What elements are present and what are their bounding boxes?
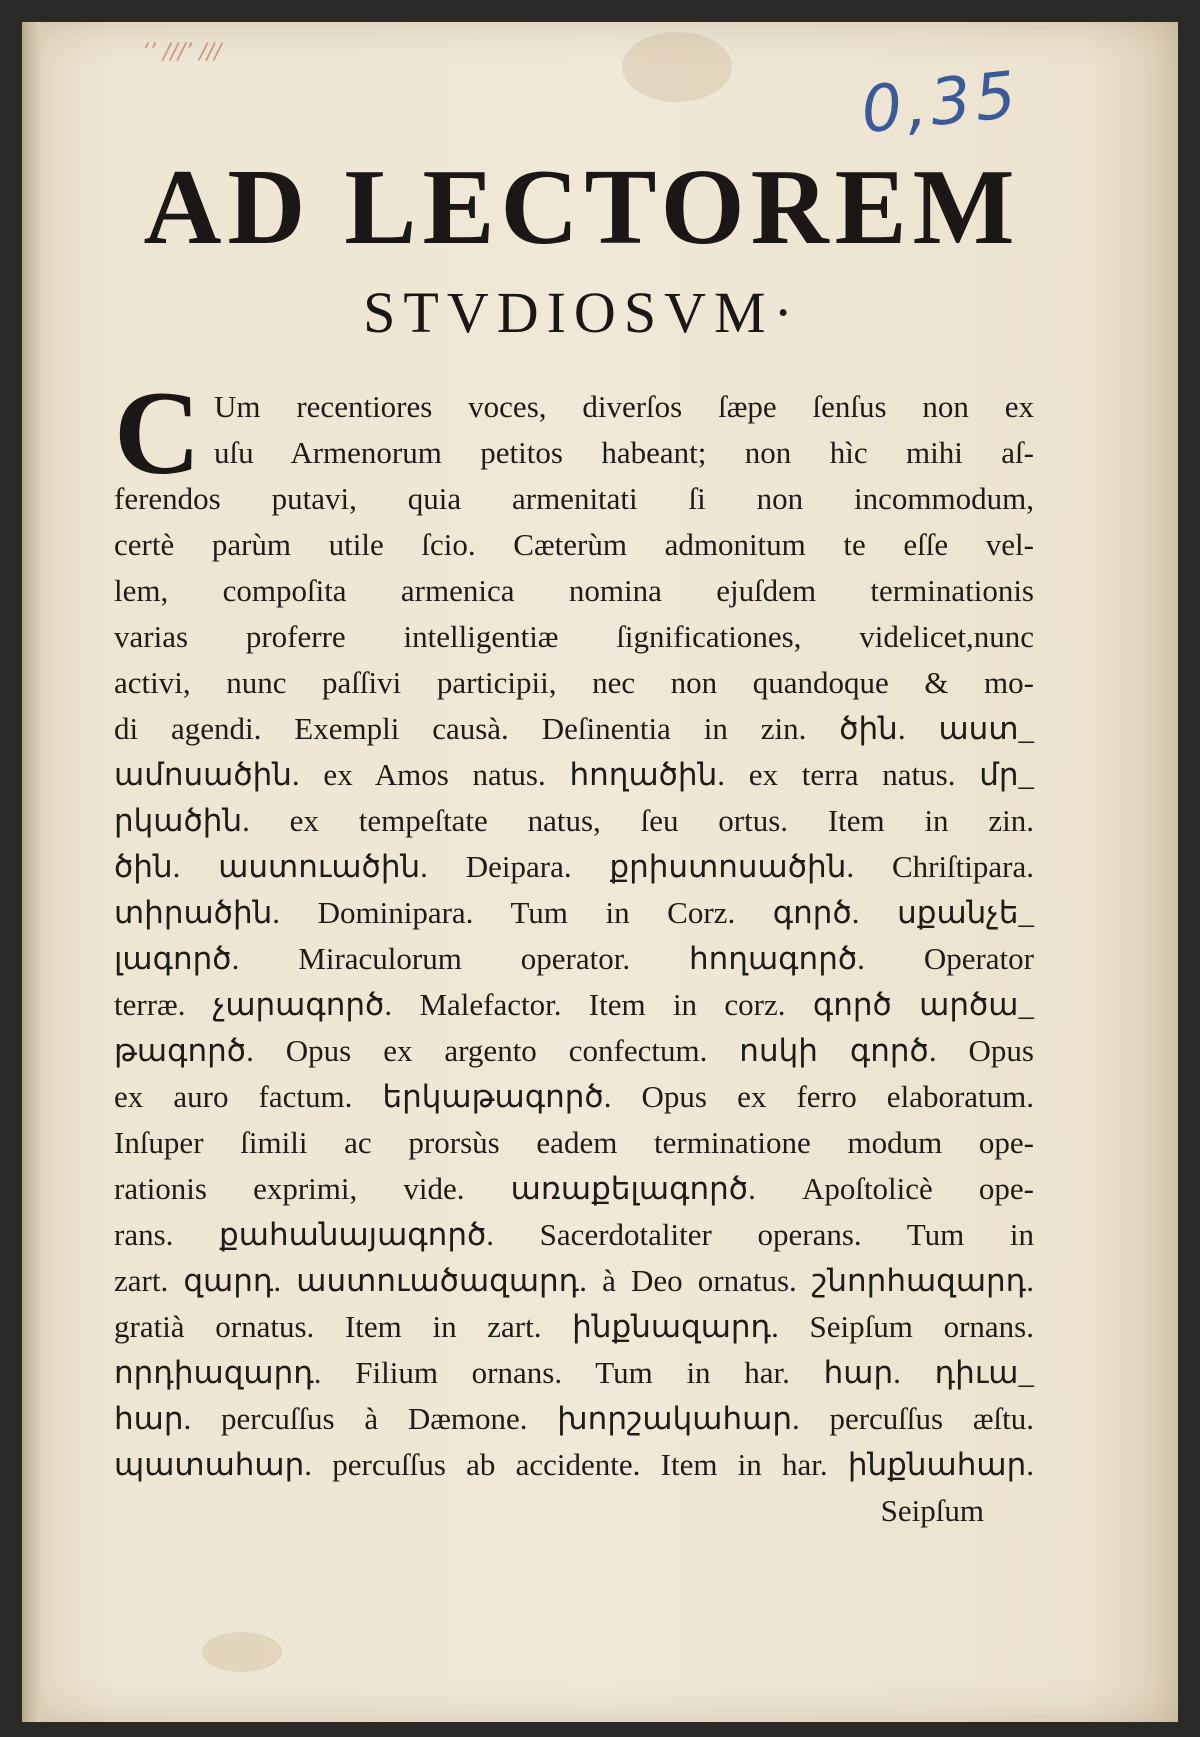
- paper-stain: [202, 1632, 282, 1672]
- page-gutter: [22, 22, 40, 1722]
- page-subtitle: STVDIOSVM·: [363, 280, 801, 345]
- text-line: թագործ. Opus ex argento confectum. ոսկի գործ. Opus: [114, 1033, 1034, 1068]
- page-title: AD LECTOREM: [143, 148, 1021, 267]
- text-line: րկածին. ex tempeſtate natus, ſeu ortus. Item in zin.: [114, 803, 1034, 838]
- text-line: activi, nunc paſſivi participii, nec non quandoque & mo-: [114, 665, 1034, 700]
- text-line: zart. զարդ. աստուածազարդ. à Deo ornatus. շնորհազարդ.: [114, 1263, 1034, 1298]
- book-page: [22, 22, 1178, 1722]
- margin-scribble: ‘’ ///’ ///: [142, 40, 222, 65]
- text-line: di agendi. Exempli causà. Deſinentia in zin. ծին. աստ_: [114, 711, 1034, 746]
- text-line: պատահար. percuſſus ab accidente. Item in har. ինքնահար.: [114, 1447, 1034, 1482]
- handwritten-price-note: 0,35: [857, 58, 1024, 149]
- text-line: certè parùm utile ſcio. Cæterùm admonitum te eſſe vel-: [114, 527, 1034, 562]
- catchword: Seipſum: [880, 1493, 984, 1528]
- text-line: Inſuper ſimili ac prorsùs eadem terminatione modum ope-: [114, 1125, 1034, 1160]
- paper-stain: [622, 32, 732, 102]
- text-line: լագործ. Miraculorum operator. հողագործ. Operator: [114, 941, 1034, 976]
- text-line: հար. percuſſus à Dæmone. խորշակահար. percuſſus æſtu.: [114, 1401, 1034, 1436]
- body-text: [114, 366, 1034, 1534]
- text-line: տիրածին. Dominipara. Tum in Corz. գործ. սքանչե_: [114, 895, 1034, 930]
- text-line: ferendos putavi, quia armenitati ſi non incommodum,: [114, 481, 1034, 516]
- text-line: lem, compoſita armenica nomina ejuſdem terminationis: [114, 573, 1034, 608]
- text-line: terræ. չարագործ. Malefactor. Item in corz. գործ արծա_: [114, 987, 1034, 1022]
- text-line: ex auro factum. երկաթագործ. Opus ex ferro elaboratum.: [114, 1079, 1034, 1114]
- text-line: gratià ornatus. Item in zart. ինքնազարդ. Seipſum ornans.: [114, 1309, 1034, 1344]
- text-line: Um recentiores voces, diverſos ſæpe ſenſus non ex: [214, 389, 1034, 424]
- text-line: որդիազարդ. Filium ornans. Tum in har. հար. դիւա_: [114, 1355, 1034, 1390]
- text-line: uſu Armenorum petitos habeant; non hìc mihi aſ-: [214, 435, 1034, 470]
- drop-cap: C: [114, 366, 201, 499]
- text-line: rationis exprimi, vide. առաքելագործ. Apoſtolicè ope-: [114, 1171, 1034, 1206]
- text-line: ամոսածին. ex Amos natus. հողածին. ex terra natus. մր_: [114, 757, 1034, 792]
- text-line: varias proferre intelligentiæ ſignificationes, videlicet,nunc: [114, 619, 1034, 654]
- text-line: rans. քահանայագործ. Sacerdotaliter operans. Tum in: [114, 1217, 1034, 1252]
- text-line: ծին. աստուածին. Deipara. քրիստոսածին. Chriſtipara.: [114, 849, 1034, 884]
